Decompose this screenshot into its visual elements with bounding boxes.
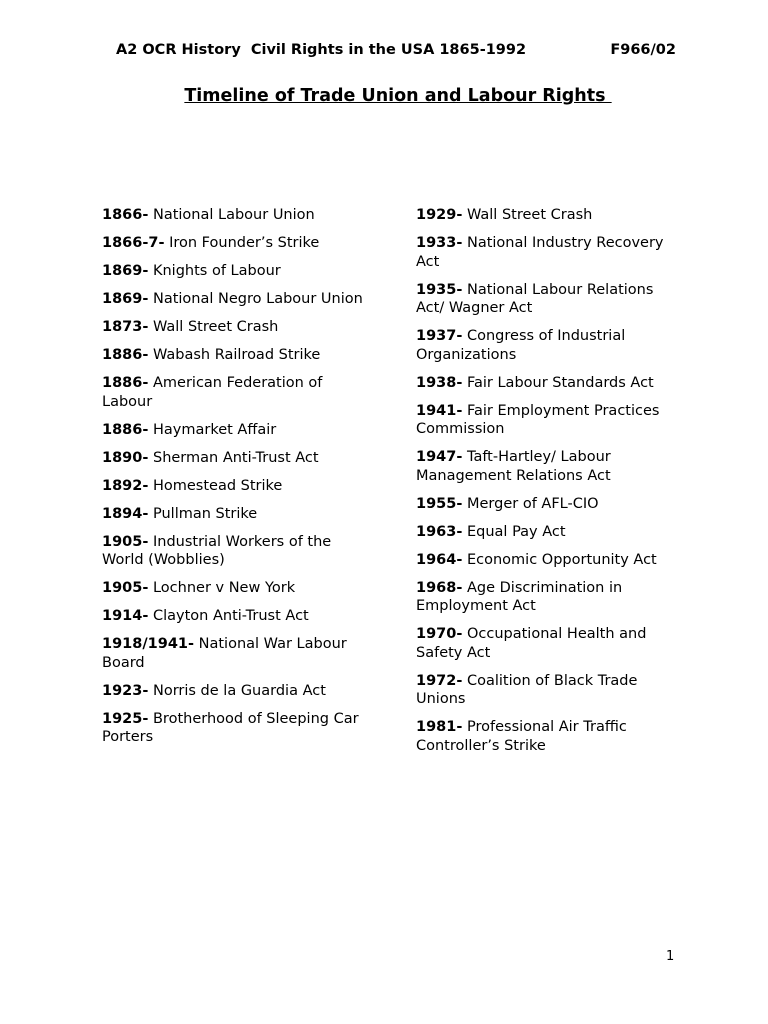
entry-event: Economic Opportunity Act [462, 551, 657, 568]
timeline-entry [416, 672, 684, 709]
entry-event: American Federation of Labour [102, 375, 323, 410]
timeline-entry [416, 551, 684, 570]
timeline-entry [102, 579, 364, 598]
entry-event: Pullman Strike [148, 505, 258, 522]
entry-event: Equal Pay Act [462, 523, 566, 540]
timeline-entry [102, 635, 364, 672]
entry-year: 1935- [416, 281, 463, 298]
timeline-entry [416, 234, 684, 271]
entry-year: 1918/1941- [102, 636, 195, 652]
entry-event: Fair Employment Practices Commission [416, 402, 660, 437]
timeline-entry [102, 505, 364, 524]
entry-event: Wall Street Crash [462, 207, 593, 223]
timeline-entry [416, 281, 684, 318]
entry-year: 1937- [416, 328, 463, 344]
entry-event: National Labour Union [148, 207, 315, 223]
entry-year: 1905- [102, 580, 149, 596]
entry-event: Wall Street Crash [148, 319, 279, 335]
entry-year: 1964- [416, 551, 463, 568]
paper-code: F966/02 [610, 42, 676, 58]
timeline-entry [102, 262, 364, 281]
timeline-entry [102, 477, 364, 496]
entry-year: 1929- [416, 207, 463, 223]
entry-event: Taft-Hartley/ Labour Management Relations Act [416, 449, 611, 484]
entry-year: 1947- [416, 449, 463, 465]
entry-event: Clayton Anti-Trust Act [148, 608, 309, 624]
timeline-entry [102, 206, 364, 225]
entry-event: Wabash Railroad Strike [148, 347, 321, 363]
entry-event: Industrial Workers of the World (Wobblies) [102, 533, 332, 568]
page-number: 1 [666, 949, 675, 964]
timeline-left-column [102, 206, 364, 756]
entry-event: Age Discrimination in Employment Act [416, 579, 623, 614]
timeline-entry [102, 421, 364, 440]
entry-year: 1933- [416, 235, 463, 251]
entry-event: Merger of AFL-CIO [462, 495, 599, 512]
timeline-entry [416, 523, 684, 542]
entry-event: Iron Founder’s Strike [164, 235, 320, 251]
timeline-entry [102, 449, 364, 468]
timeline-entry [102, 234, 364, 253]
timeline-entry [102, 290, 364, 309]
timeline-entry [102, 346, 364, 365]
entry-event: National Industry Recovery Act [416, 235, 664, 270]
timeline-entry [102, 682, 364, 701]
entry-event: National War Labour Board [102, 636, 347, 671]
entry-year: 1894- [102, 505, 149, 522]
entry-year: 1873- [102, 319, 149, 335]
entry-year: 1914- [102, 608, 149, 624]
entry-year: 1970- [416, 626, 463, 642]
entry-event: National Negro Labour Union [148, 291, 363, 307]
entry-year: 1890- [102, 449, 149, 466]
entry-year: 1866-7- [102, 235, 165, 251]
timeline-entry [416, 625, 684, 662]
entry-event: National Labour Relations Act/ Wagner Act [416, 281, 654, 316]
timeline-entry [102, 318, 364, 337]
entry-year: 1938- [416, 374, 463, 391]
entry-year: 1972- [416, 672, 463, 689]
timeline-entry [416, 327, 684, 364]
entry-year: 1886- [102, 375, 149, 391]
timeline-entry [416, 374, 684, 393]
entry-year: 1866- [102, 207, 149, 223]
course-title: A2 OCR History Civil Rights in the USA 1865-1992 [116, 42, 527, 58]
entry-year: 1905- [102, 533, 149, 550]
entry-event: Professional Air Traffic Controller’s Strike [416, 719, 627, 754]
entry-year: 1886- [102, 421, 149, 438]
timeline-entry [416, 402, 684, 439]
entry-year: 1981- [416, 719, 463, 735]
entry-event: Fair Labour Standards Act [462, 374, 654, 391]
entry-event: Haymarket Affair [148, 421, 277, 438]
entry-year: 1968- [416, 579, 463, 596]
timeline-entry [102, 374, 364, 411]
entry-year: 1925- [102, 710, 149, 727]
entry-event: Knights of Labour [148, 263, 281, 279]
entry-year: 1955- [416, 495, 463, 512]
timeline-entry [416, 718, 684, 755]
timeline-right-column [416, 206, 684, 765]
timeline-entry [102, 710, 364, 747]
entry-event: Sherman Anti-Trust Act [148, 449, 319, 466]
entry-event: Congress of Industrial Organizations [416, 328, 626, 363]
document-header [116, 42, 676, 62]
entry-year: 1963- [416, 523, 463, 540]
entry-event: Occupational Health and Safety Act [416, 626, 647, 661]
entry-year: 1923- [102, 682, 149, 699]
timeline-entry [102, 533, 364, 570]
timeline-entry [416, 206, 684, 225]
entry-event: Norris de la Guardia Act [148, 682, 326, 699]
timeline-entry [102, 607, 364, 626]
entry-event: Coalition of Black Trade Unions [416, 672, 638, 707]
entry-event: Homestead Strike [148, 477, 283, 494]
timeline-entry [416, 495, 684, 514]
page-title: Timeline of Trade Union and Labour Rights [184, 86, 612, 106]
entry-year: 1869- [102, 263, 149, 279]
entry-year: 1941- [416, 402, 463, 419]
entry-year: 1892- [102, 477, 149, 494]
entry-year: 1869- [102, 291, 149, 307]
timeline-entry [416, 448, 684, 485]
entry-year: 1886- [102, 347, 149, 363]
entry-event: Brotherhood of Sleeping Car Porters [102, 710, 359, 745]
timeline-entry [416, 579, 684, 616]
entry-event: Lochner v New York [148, 580, 296, 596]
